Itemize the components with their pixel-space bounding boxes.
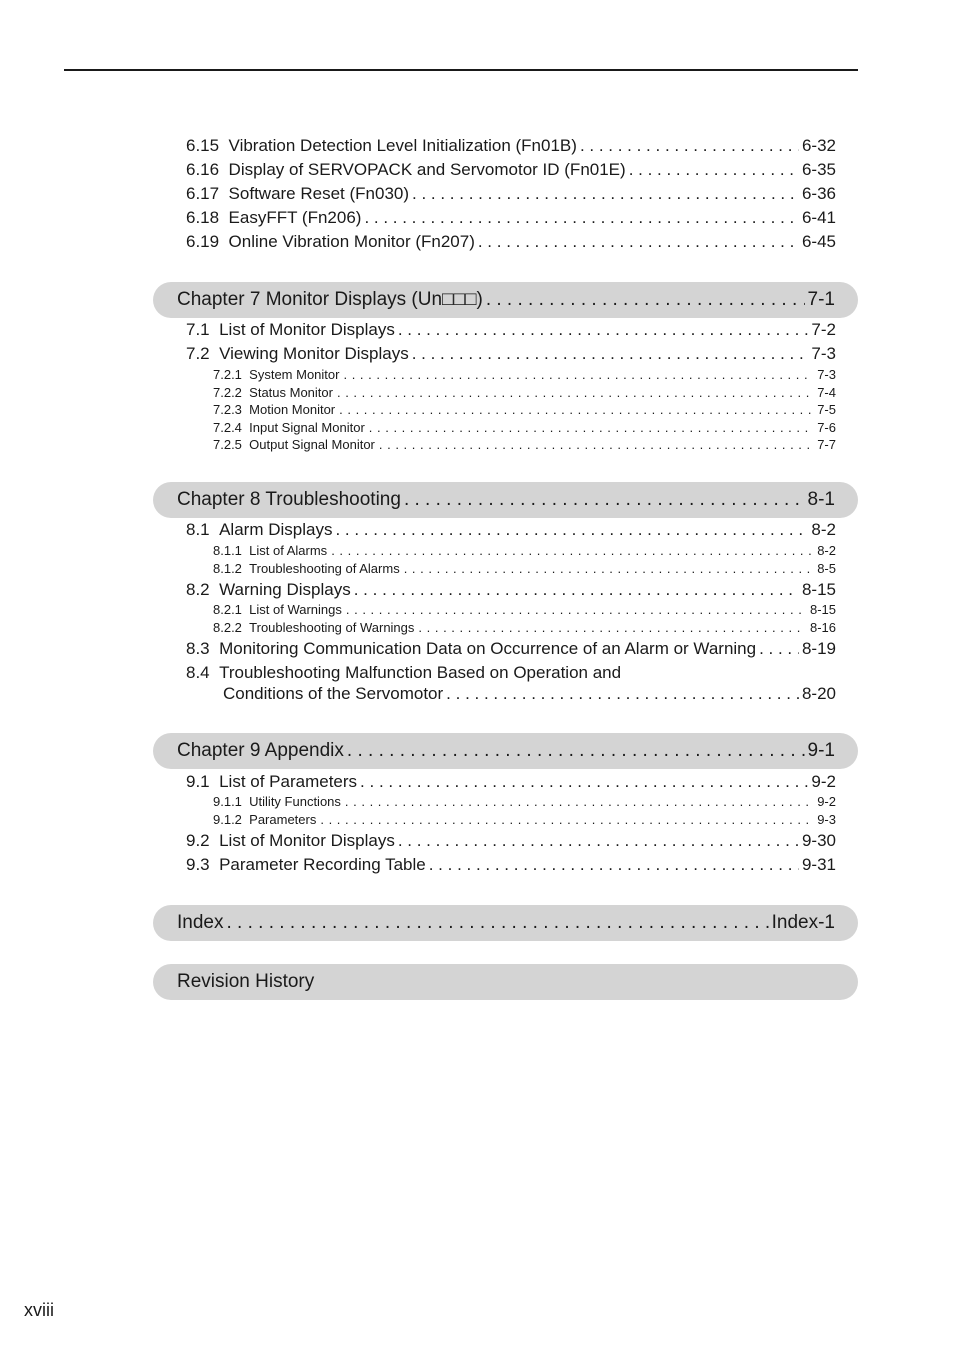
entry-number: 9.3: [186, 855, 210, 874]
toc-entry-6-19[interactable]: [186, 231, 836, 253]
entry-page: 6-36: [801, 184, 836, 203]
entry-title: Output Signal Monitor: [249, 437, 375, 452]
chapter-7-band: [153, 282, 858, 318]
entry-page: 7-7: [817, 437, 836, 452]
entry-page: 8-16: [809, 620, 836, 635]
dot-leader: [379, 436, 813, 453]
entry-page: 9-2: [817, 794, 836, 809]
entry-number: 7.2.5: [213, 437, 242, 452]
entry-title-continued: Conditions of the Servomotor: [223, 684, 444, 703]
chapter-title: Chapter 7 Monitor Displays (Un□□□): [177, 289, 483, 310]
dot-leader: [369, 419, 813, 436]
dot-leader: [345, 793, 813, 810]
page-number: xviii: [24, 1300, 54, 1320]
toc-entry-9-3[interactable]: [186, 854, 836, 876]
dot-leader: [429, 854, 799, 876]
toc-chapter-9[interactable]: [177, 733, 835, 769]
chapter-9-band: [153, 733, 858, 769]
dot-leader: [339, 401, 813, 418]
dot-leader: [446, 683, 799, 705]
dot-leader: [759, 638, 799, 660]
toc-entry-7-1[interactable]: [186, 319, 836, 341]
toc-index[interactable]: [177, 905, 835, 941]
chapter-8-band: [153, 482, 858, 518]
dot-leader: [354, 579, 799, 601]
dot-leader: [364, 207, 799, 229]
dot-leader: [412, 343, 809, 365]
toc-entry-7-2[interactable]: [186, 343, 836, 365]
dot-leader: [398, 319, 809, 341]
entry-page: 6-41: [801, 208, 836, 227]
entry-number: 8.2.2: [213, 620, 242, 635]
entry-number: 9.1.2: [213, 812, 242, 827]
toc-subentry-7-2-4[interactable]: [213, 419, 836, 436]
toc-entry-6-16[interactable]: [186, 159, 836, 181]
chapter-title: Chapter 9 Appendix: [177, 740, 344, 761]
entry-title: Input Signal Monitor: [249, 420, 365, 435]
entry-page: 9-3: [817, 812, 836, 827]
entry-page: 8-2: [817, 543, 836, 558]
entry-title: Troubleshooting of Warnings: [249, 620, 415, 635]
entry-title: Motion Monitor: [249, 402, 336, 417]
entry-number: 8.2.1: [213, 602, 242, 617]
entry-page: 6-45: [801, 232, 836, 251]
entry-number: 8.4: [186, 663, 210, 682]
entry-page: 7-3: [811, 344, 836, 363]
dot-leader: [335, 519, 808, 541]
revision-history-band: [153, 964, 858, 1000]
dot-leader: [404, 560, 814, 577]
entry-title: Viewing Monitor Displays: [219, 344, 409, 363]
entry-number: 8.2: [186, 580, 210, 599]
entry-title: Troubleshooting Malfunction Based on Operation and: [219, 663, 622, 682]
dot-leader: [331, 542, 813, 559]
entry-number: 6.19: [186, 232, 220, 251]
entry-page: 7-5: [817, 402, 836, 417]
entry-title: Vibration Detection Level Initialization (Fn01B): [228, 136, 577, 155]
dot-leader: [629, 159, 799, 181]
dot-leader: [347, 733, 805, 769]
dot-leader: [320, 811, 813, 828]
entry-title: System Monitor: [249, 367, 340, 382]
entry-title: Display of SERVOPACK and Servomotor ID (Fn01E): [228, 160, 626, 179]
entry-number: 7.2: [186, 344, 210, 363]
entry-page: 8-20: [801, 684, 836, 703]
dot-leader: [404, 482, 805, 518]
dot-leader: [360, 771, 808, 793]
entry-title: Online Vibration Monitor (Fn207): [228, 232, 475, 251]
entry-number: 7.2.2: [213, 385, 242, 400]
toc-entry-6-18[interactable]: [186, 207, 836, 229]
entry-title: Parameter Recording Table: [219, 855, 426, 874]
index-page: Index-1: [771, 912, 835, 933]
entry-title: Utility Functions: [249, 794, 341, 809]
entry-page: 8-5: [817, 561, 836, 576]
entry-number: 7.2.1: [213, 367, 242, 382]
entry-title: Alarm Displays: [219, 520, 333, 539]
entry-number: 9.2: [186, 831, 210, 850]
toc-entry-6-17[interactable]: [186, 183, 836, 205]
toc-entry-8-1[interactable]: [186, 519, 836, 541]
toc-entry-6-15[interactable]: [186, 135, 836, 157]
entry-page: 8-15: [801, 580, 836, 599]
entry-title: Warning Displays: [219, 580, 351, 599]
entry-title: List of Monitor Displays: [219, 831, 395, 850]
entry-page: 6-35: [801, 160, 836, 179]
entry-page: 8-15: [809, 602, 836, 617]
entry-title: EasyFFT (Fn206): [228, 208, 362, 227]
entry-page: 8-19: [801, 639, 836, 658]
entry-number: 8.3: [186, 639, 210, 658]
top-rule: [64, 69, 858, 71]
chapter-page: 9-1: [807, 740, 835, 761]
entry-title: Monitoring Communication Data on Occurrence of an Alarm or Warning: [219, 639, 757, 658]
entry-number: 9.1.1: [213, 794, 242, 809]
toc-subentry-8-2-1[interactable]: [213, 601, 836, 618]
dot-leader: [398, 830, 799, 852]
toc-entry-8-4-line2[interactable]: [223, 683, 836, 705]
toc-subentry-8-2-2[interactable]: [213, 619, 836, 636]
toc-entry-8-2[interactable]: [186, 579, 836, 601]
index-band: [153, 905, 858, 941]
dot-leader: [226, 905, 768, 941]
toc-subentry-7-2-3[interactable]: [213, 401, 836, 418]
entry-number: 6.17: [186, 184, 220, 203]
entry-title: Troubleshooting of Alarms: [249, 561, 400, 576]
entry-number: 8.1.2: [213, 561, 242, 576]
entry-page: 7-3: [817, 367, 836, 382]
toc-entry-8-3[interactable]: [186, 638, 836, 660]
entry-title: Status Monitor: [249, 385, 333, 400]
entry-number: 9.1: [186, 772, 210, 791]
entry-number: 8.1: [186, 520, 210, 539]
entry-page: 7-6: [817, 420, 836, 435]
dot-leader: [486, 282, 805, 318]
dot-leader: [580, 135, 799, 157]
dot-leader: [478, 231, 799, 253]
entry-title: List of Warnings: [249, 602, 342, 617]
dot-leader: [343, 366, 813, 383]
toc-subentry-9-1-1[interactable]: [213, 793, 836, 810]
entry-number: 6.18: [186, 208, 220, 227]
entry-page: 7-2: [811, 320, 836, 339]
entry-page: 6-32: [801, 136, 836, 155]
entry-page: 9-2: [811, 772, 836, 791]
toc-chapter-7[interactable]: [177, 282, 835, 318]
entry-title: List of Monitor Displays: [219, 320, 395, 339]
toc-subentry-8-1-1[interactable]: [213, 542, 836, 559]
entry-page: 9-30: [801, 831, 836, 850]
toc-chapter-8[interactable]: [177, 482, 835, 518]
dot-leader: [346, 601, 806, 618]
toc-entry-9-2[interactable]: [186, 830, 836, 852]
entry-number: 6.15: [186, 136, 220, 155]
toc-entry-9-1[interactable]: [186, 771, 836, 793]
toc-revision-history[interactable]: Revision History: [177, 971, 315, 992]
toc-subentry-7-2-5[interactable]: [213, 436, 836, 453]
entry-title: List of Alarms: [249, 543, 328, 558]
dot-leader: [412, 183, 799, 205]
chapter-title: Chapter 8 Troubleshooting: [177, 489, 401, 510]
entry-number: 7.2.3: [213, 402, 242, 417]
entry-page: 7-4: [817, 385, 836, 400]
entry-title: List of Parameters: [219, 772, 358, 791]
dot-leader: [337, 384, 813, 401]
entry-page: 8-2: [811, 520, 836, 539]
entry-number: 8.1.1: [213, 543, 242, 558]
toc-entry-8-4-line1[interactable]: [186, 662, 621, 684]
entry-number: 6.16: [186, 160, 220, 179]
toc-subentry-7-2-2[interactable]: [213, 384, 836, 401]
chapter-page: 8-1: [807, 489, 835, 510]
dot-leader: [418, 619, 806, 636]
toc-subentry-9-1-2[interactable]: [213, 811, 836, 828]
entry-title: Software Reset (Fn030): [228, 184, 410, 203]
toc-subentry-7-2-1[interactable]: [213, 366, 836, 383]
chapter-page: 7-1: [807, 289, 835, 310]
entry-title: Parameters: [249, 812, 317, 827]
toc-subentry-8-1-2[interactable]: [213, 560, 836, 577]
entry-number: 7.1: [186, 320, 210, 339]
entry-number: 7.2.4: [213, 420, 242, 435]
entry-page: 9-31: [801, 855, 836, 874]
index-title: Index: [177, 912, 224, 933]
